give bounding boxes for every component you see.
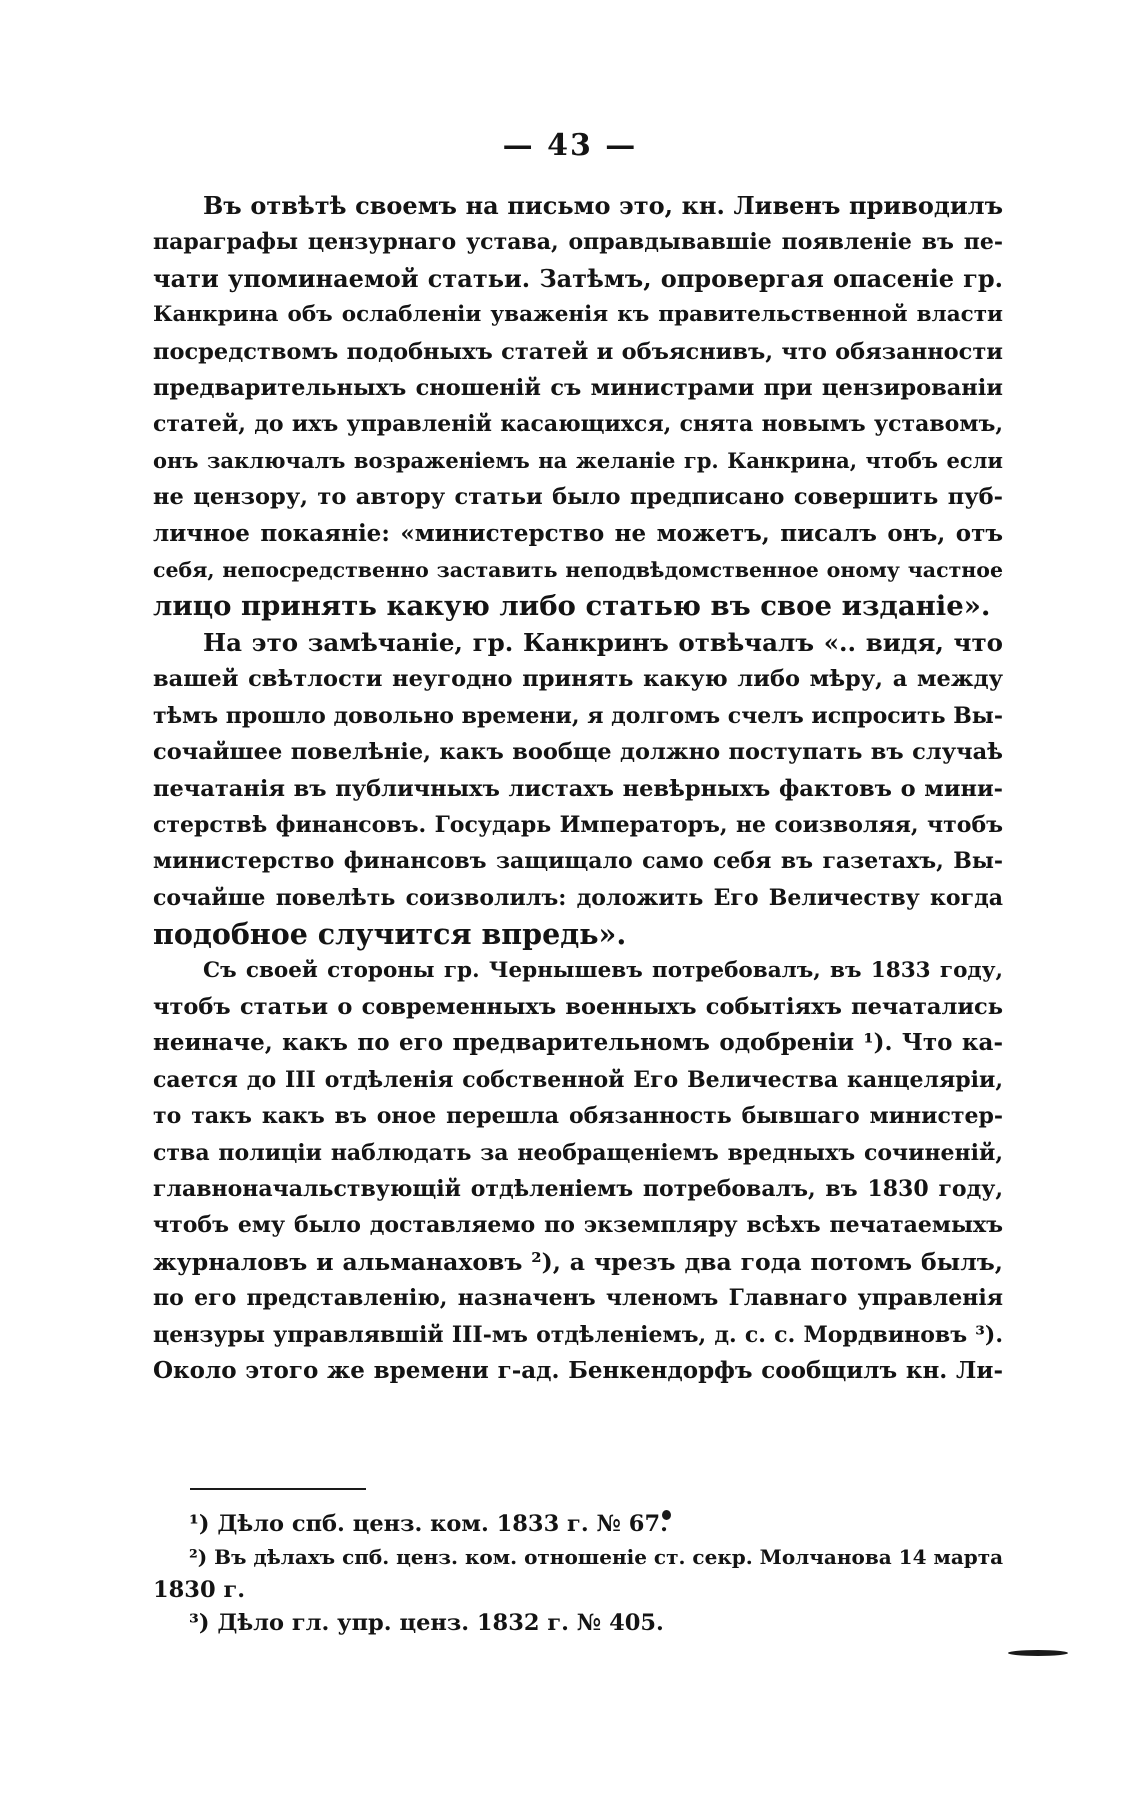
text-line: подобное случится впредь». xyxy=(153,917,627,952)
text-line: печатанія въ публичныхъ листахъ невѣрныхъ фактовъ о мини- xyxy=(153,775,1003,802)
text-line: ства полиціи наблюдать за необращеніемъ вредныхъ сочиненій, xyxy=(153,1139,1003,1166)
text-line: цензуры управлявшій III-мъ отдѣленіемъ, д. с. с. Мордвиновъ ³). xyxy=(153,1321,1003,1348)
page-number: — 43 — xyxy=(502,128,638,163)
text-line: стерствѣ финансовъ. Государь Императоръ, не соизволяя, чтобъ xyxy=(153,811,1003,838)
text-line: министерство финансовъ защищало само себя въ газетахъ, Вы- xyxy=(153,848,1003,875)
text-line: сочайше повелѣть соизволилъ: доложить Его Величеству когда xyxy=(153,884,1003,911)
text-line: лицо принять какую либо статью въ свое изданіе». xyxy=(153,590,991,623)
text-line: параграфы цензурнаго устава, оправдывавшіе появленіе въ пе- xyxy=(153,229,1003,256)
text-line: Около этого же времени г-ад. Бенкендорфъ сообщилъ кн. Ли- xyxy=(153,1357,1003,1384)
footnote-2-continued: 1830 г. xyxy=(153,1577,246,1603)
text-line: личное покаяніе: «министерство не можетъ, писалъ онъ, отъ xyxy=(153,519,1003,547)
text-line: тѣмъ прошло довольно времени, я долгомъ счелъ испросить Вы- xyxy=(153,702,1003,729)
text-line: неиначе, какъ по его предварительномъ одобреніи ¹). Что ка- xyxy=(153,1029,1003,1057)
text-line: вашей свѣтлости неугодно принять какую либо мѣру, а между xyxy=(153,666,1003,693)
text-line: журналовъ и альманаховъ ²), а чрезъ два года потомъ былъ, xyxy=(153,1247,1003,1276)
text-line: то такъ какъ въ оное перешла обязанность бывшаго министер- xyxy=(153,1103,1003,1130)
footnote-1: ¹) Дѣло спб. ценз. ком. 1833 г. № 67. xyxy=(189,1511,668,1537)
text-line: чтобъ статьи о современныхъ военныхъ событіяхъ печатались xyxy=(153,993,1003,1020)
text-line: чтобъ ему было доставляемо по экземпляру всѣхъ печатаемыхъ xyxy=(153,1212,1003,1239)
text-line: чати упоминаемой статьи. Затѣмъ, опровергая опасеніе гр. xyxy=(153,263,1003,293)
paragraph-3 xyxy=(153,953,1003,1390)
text-line: главноначальствующій отдѣленіемъ потребовалъ, въ 1830 году, xyxy=(153,1175,1003,1202)
end-dash-mark xyxy=(1008,1650,1068,1656)
text-line: по его представленію, назначенъ членомъ Главнаго управленія xyxy=(153,1285,1003,1312)
text-line: посредствомъ подобныхъ статей и объяснивъ, что обязанности xyxy=(153,338,1003,365)
text-line: предварительныхъ сношеній съ министрами при цензированіи xyxy=(153,375,1003,402)
text-line: Съ своей стороны гр. Чернышевъ потребовалъ, въ 1833 году, xyxy=(203,957,1003,983)
footnotes xyxy=(153,1508,1003,1640)
footnote-divider xyxy=(190,1488,366,1490)
footnote-2: ²) Въ дѣлахъ спб. ценз. ком. отношеніе ст. секр. Молчанова 14 марта xyxy=(189,1545,1004,1569)
text-line: сается до III отдѣленія собственной Его Величества канцеляріи, xyxy=(153,1066,1003,1093)
text-line: онъ заключалъ возраженіемъ на желаніе гр. Канкрина, чтобъ если xyxy=(153,447,1003,473)
paragraph-2 xyxy=(153,625,1003,953)
body-text xyxy=(153,188,1003,1389)
text-line: На это замѣчаніе, гр. Канкринъ отвѣчалъ «.. видя, что xyxy=(203,627,1003,657)
paragraph-1 xyxy=(153,188,1003,625)
text-line: себя, непосредственно заставить неподвѣдомственное оному частное xyxy=(153,558,1003,583)
text-line: Канкрина объ ослабленіи уваженія къ правительственной власти xyxy=(153,302,1003,328)
text-line: сочайшее повелѣніе, какъ вообще должно поступать въ случаѣ xyxy=(153,739,1003,766)
text-line: Въ отвѣтѣ своемъ на письмо это, кн. Ливенъ приводилъ xyxy=(203,191,1003,220)
text-line: статей, до ихъ управленій касающихся, снята новымъ уставомъ, xyxy=(153,411,1003,438)
text-line: не цензору, то автору статьи было предписано совершить пуб- xyxy=(153,484,1003,511)
footnote-3: ³) Дѣло гл. упр. ценз. 1832 г. № 405. xyxy=(189,1610,664,1636)
